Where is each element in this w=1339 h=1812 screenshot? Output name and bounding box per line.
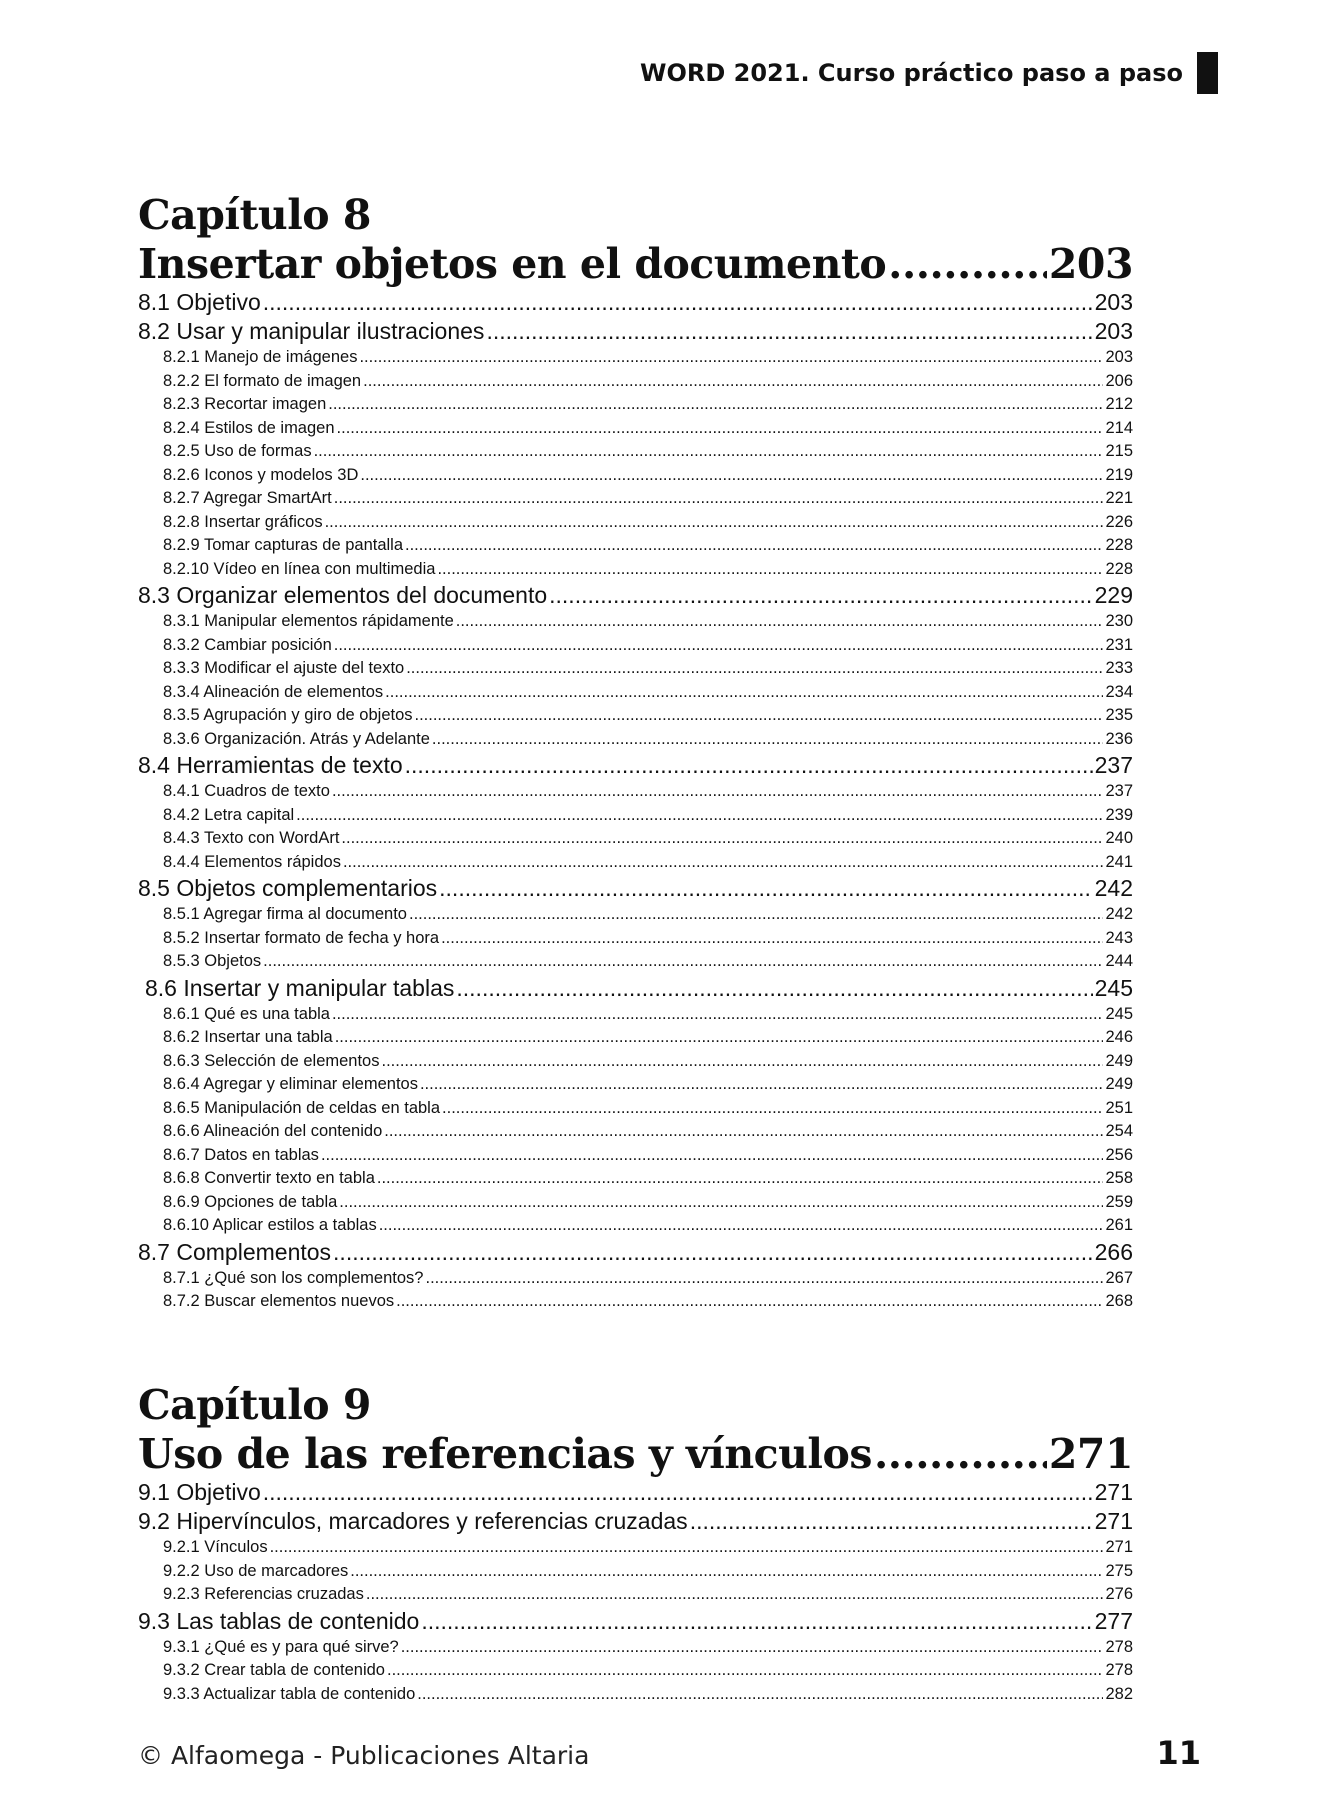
entry-page-number: 237 (1105, 782, 1133, 800)
toc-subsection-entry[interactable] (138, 851, 1133, 875)
toc-subsection-entry[interactable] (138, 681, 1133, 705)
entry-title: 9.2 Hipervínculos, marcadores y referencias cruzadas (138, 1508, 688, 1534)
publisher-credit: © Alfaomega - Publicaciones Altaria (138, 1741, 590, 1770)
toc-subsection-entry[interactable] (138, 393, 1133, 417)
entry-title: 9.1 Objetivo (138, 1479, 261, 1505)
toc-subsection-entry[interactable] (138, 1267, 1133, 1291)
entry-page-number: 235 (1105, 706, 1133, 724)
dot-leader (377, 1167, 1104, 1191)
toc-subsection-entry[interactable] (138, 370, 1133, 394)
entry-title: 8.3.5 Agrupación y giro de objetos (163, 706, 413, 724)
entry-page-number: 271 (1094, 1479, 1133, 1505)
book-title: WORD 2021. Curso práctico paso a paso (640, 59, 1183, 87)
entry-page-number: 276 (1105, 1585, 1133, 1603)
dot-leader (401, 1636, 1104, 1660)
dot-leader (456, 974, 1092, 1003)
entry-page-number: 245 (1094, 974, 1133, 1001)
chapter-label: Capítulo 9 (138, 1381, 371, 1429)
chapter-title-row (138, 1430, 1133, 1478)
entry-page-number: 215 (1105, 442, 1133, 460)
dot-leader (396, 1290, 1103, 1314)
toc-subsection-entry[interactable] (138, 511, 1133, 535)
toc-subsection-entry[interactable] (138, 1144, 1133, 1168)
entry-title: 8.6.2 Insertar una tabla (163, 1028, 333, 1046)
entry-page-number: 206 (1105, 371, 1133, 390)
dot-leader (332, 1003, 1104, 1027)
dot-leader (334, 487, 1104, 511)
entry-page-number: 236 (1105, 729, 1133, 748)
entry-page-number: 234 (1105, 682, 1133, 701)
dot-leader (384, 1120, 1103, 1144)
entry-title: 8.6.8 Convertir texto en tabla (163, 1169, 375, 1187)
entry-title: 8.2.1 Manejo de imágenes (163, 348, 358, 366)
entry-title: 8.7 Complementos (138, 1238, 332, 1265)
toc-section-entry[interactable] (138, 1607, 1133, 1636)
dot-leader (387, 1659, 1103, 1683)
toc-section-entry[interactable] (138, 288, 1133, 317)
dot-leader (425, 1267, 1103, 1291)
entry-page-number: 214 (1105, 418, 1133, 437)
dot-leader (332, 780, 1104, 804)
toc-section-entry[interactable] (138, 1507, 1133, 1536)
dot-leader (456, 610, 1104, 634)
entry-title: 9.3.2 Crear tabla de contenido (163, 1661, 385, 1679)
entry-title: 8.4 Herramientas de texto (138, 752, 403, 778)
toc-section-entry[interactable] (138, 581, 1133, 610)
toc-subsection-entry[interactable] (138, 1659, 1133, 1683)
entry-page-number: 203 (1105, 348, 1133, 366)
entry-title: 9.3 Las tablas de contenido (138, 1607, 420, 1634)
header-marker-bar (1197, 52, 1218, 94)
chapter-8-toc (138, 190, 1133, 1314)
toc-subsection-entry[interactable] (138, 534, 1133, 558)
entry-page-number: 239 (1105, 805, 1133, 824)
entry-page-number: 242 (1094, 875, 1133, 901)
chapter-9-toc (138, 1380, 1133, 1706)
entry-title: 9.3.3 Actualizar tabla de contenido (163, 1684, 416, 1703)
entry-page-number: 240 (1105, 829, 1133, 847)
entry-title: 8.3.6 Organización. Atrás y Adelante (163, 729, 430, 748)
entry-title: 9.2.1 Vínculos (163, 1538, 268, 1556)
dot-leader (406, 657, 1103, 681)
entry-page-number: 203 (1094, 289, 1133, 315)
dot-leader (549, 581, 1092, 610)
dot-leader (420, 1073, 1104, 1097)
entry-page-number: 278 (1105, 1637, 1133, 1656)
entry-page-number: 266 (1094, 1238, 1133, 1265)
dot-leader (328, 393, 1103, 417)
entry-page-number: 237 (1094, 752, 1133, 778)
entry-title: 8.2 Usar y manipular ilustraciones (138, 318, 485, 344)
toc-subsection-entry[interactable] (138, 1120, 1133, 1144)
entry-page-number: 254 (1105, 1122, 1133, 1140)
entry-page-number: 251 (1105, 1098, 1133, 1117)
toc-section-entry[interactable] (138, 974, 1133, 1003)
entry-title: 8.3.2 Cambiar posición (163, 635, 332, 654)
entry-title: 8.7.2 Buscar elementos nuevos (163, 1292, 395, 1310)
entry-page-number: 267 (1105, 1268, 1133, 1287)
entry-title: 8.2.3 Recortar imagen (163, 395, 327, 413)
entry-title: 8.6.9 Opciones de tabla (163, 1192, 338, 1211)
toc-subsection-entry[interactable] (138, 728, 1133, 752)
dot-leader (421, 1607, 1092, 1636)
entry-title: 8.2.9 Tomar capturas de pantalla (163, 536, 404, 554)
entry-title: 8.6.3 Selección de elementos (163, 1051, 380, 1070)
dot-leader (442, 1097, 1103, 1121)
chapter-page-number: 203 (1048, 240, 1133, 288)
dot-leader (325, 511, 1104, 535)
entry-title: 8.3.4 Alineación de elementos (163, 682, 384, 701)
entry-title: 9.3.1 ¿Qué es y para qué sirve? (163, 1637, 399, 1656)
entry-page-number: 268 (1105, 1292, 1133, 1310)
dot-leader (439, 874, 1092, 903)
entry-page-number: 221 (1105, 489, 1133, 507)
chapter-title: Uso de las referencias y vínculos (138, 1430, 872, 1478)
dot-leader (417, 1683, 1103, 1707)
toc-subsection-entry[interactable] (138, 1073, 1133, 1097)
dot-leader (405, 534, 1103, 558)
entry-page-number: 226 (1105, 512, 1133, 531)
toc-section-entry[interactable] (138, 1238, 1133, 1267)
toc-subsection-entry[interactable] (138, 1097, 1133, 1121)
toc-subsection-entry[interactable] (138, 1536, 1133, 1560)
page-footer (138, 1734, 1201, 1772)
dot-leader (343, 851, 1104, 875)
entry-page-number: 278 (1105, 1661, 1133, 1679)
dot-leader (341, 827, 1103, 851)
entry-title: 8.6.5 Manipulación de celdas en tabla (163, 1098, 441, 1117)
dot-leader (415, 704, 1104, 728)
entry-title: 8.2.2 El formato de imagen (163, 371, 362, 390)
toc-subsection-entry[interactable] (138, 610, 1133, 634)
dot-leader (296, 804, 1103, 828)
entry-title: 8.2.5 Uso de formas (163, 442, 312, 460)
entry-title: 8.2.4 Estilos de imagen (163, 418, 335, 437)
toc-subsection-entry[interactable] (138, 704, 1133, 728)
entry-page-number: 246 (1105, 1028, 1133, 1046)
dot-leader (263, 1478, 1093, 1507)
toc-subsection-entry[interactable] (138, 903, 1133, 927)
toc-subsection-entry[interactable] (138, 1003, 1133, 1027)
dot-leader (405, 751, 1093, 780)
dot-leader (321, 1144, 1104, 1168)
entry-title: 8.4.3 Texto con WordArt (163, 829, 340, 847)
dot-leader (385, 681, 1103, 705)
entry-page-number: 271 (1094, 1508, 1133, 1534)
entry-title: 8.2.10 Vídeo en línea con multimedia (163, 559, 436, 578)
entry-page-number: 233 (1105, 659, 1133, 677)
entry-title: 8.5 Objetos complementarios (138, 875, 438, 901)
dot-leader (263, 950, 1103, 974)
dot-leader (874, 1430, 1047, 1478)
dot-leader (379, 1214, 1104, 1238)
entry-page-number: 242 (1105, 905, 1133, 923)
toc-section-entry[interactable] (138, 317, 1133, 346)
entry-page-number: 229 (1094, 582, 1133, 608)
entry-title: 8.2.7 Agregar SmartArt (163, 489, 332, 507)
dot-leader (441, 927, 1103, 951)
dot-leader (359, 346, 1103, 370)
entry-title: 8.3.1 Manipular elementos rápidamente (163, 612, 454, 630)
entry-title: 8.6.7 Datos en tablas (163, 1145, 319, 1164)
entry-title: 8.5.3 Objetos (163, 952, 262, 970)
dot-leader (270, 1536, 1104, 1560)
entry-page-number: 212 (1105, 395, 1133, 413)
entry-page-number: 241 (1105, 852, 1133, 871)
toc-subsection-entry[interactable] (138, 1683, 1133, 1707)
dot-leader (381, 1050, 1103, 1074)
entry-page-number: 245 (1105, 1004, 1133, 1023)
entry-page-number: 231 (1105, 635, 1133, 654)
entry-title: 9.2.2 Uso de marcadores (163, 1561, 349, 1580)
entry-title: 8.3 Organizar elementos del documento (138, 582, 548, 608)
dot-leader (690, 1507, 1093, 1536)
toc-subsection-entry[interactable] (138, 440, 1133, 464)
dot-leader (263, 288, 1093, 317)
entry-title: 8.5.2 Insertar formato de fecha y hora (163, 928, 440, 947)
dot-leader (432, 728, 1104, 752)
dot-leader (486, 317, 1092, 346)
toc-subsection-entry[interactable] (138, 487, 1133, 511)
toc-subsection-entry[interactable] (138, 780, 1133, 804)
entry-title: 8.6.10 Aplicar estilos a tablas (163, 1216, 377, 1234)
entry-title: 9.2.3 Referencias cruzadas (163, 1585, 364, 1603)
entry-title: 8.5.1 Agregar firma al documento (163, 905, 407, 923)
running-header (640, 52, 1218, 94)
entry-title: 8.2.6 Iconos y modelos 3D (163, 465, 359, 484)
entry-title: 8.7.1 ¿Qué son los complementos? (163, 1268, 424, 1287)
entry-page-number: 243 (1105, 928, 1133, 947)
entry-title: 8.6 Insertar y manipular tablas (145, 974, 455, 1001)
dot-leader (339, 1191, 1103, 1215)
entry-page-number: 249 (1105, 1075, 1133, 1093)
dot-leader (409, 903, 1103, 927)
toc-subsection-entry[interactable] (138, 950, 1133, 974)
toc-subsection-entry[interactable] (138, 464, 1133, 488)
entry-page-number: 277 (1094, 1607, 1133, 1634)
dot-leader (335, 1026, 1104, 1050)
toc-subsection-entry[interactable] (138, 827, 1133, 851)
toc-subsection-entry[interactable] (138, 1290, 1133, 1314)
entry-title: 8.6.1 Qué es una tabla (163, 1004, 330, 1023)
chapter-page-number: 271 (1048, 1430, 1133, 1478)
toc-subsection-entry[interactable] (138, 1026, 1133, 1050)
entry-title: 8.3.3 Modificar el ajuste del texto (163, 659, 405, 677)
dot-leader (363, 370, 1103, 394)
entry-title: 8.6.6 Alineación del contenido (163, 1122, 383, 1140)
entry-page-number: 219 (1105, 465, 1133, 484)
entry-title: 8.4.2 Letra capital (163, 805, 295, 824)
entry-title: 8.4.1 Cuadros de texto (163, 782, 330, 800)
dot-leader (314, 440, 1104, 464)
entry-page-number: 228 (1105, 559, 1133, 578)
entry-page-number: 261 (1105, 1216, 1133, 1234)
dot-leader (337, 417, 1104, 441)
page-number: 11 (1156, 1734, 1201, 1772)
entry-title: 8.1 Objetivo (138, 289, 261, 315)
dot-leader (334, 634, 1104, 658)
toc-subsection-entry[interactable] (138, 346, 1133, 370)
entry-page-number: 271 (1105, 1538, 1133, 1556)
toc-section-entry[interactable] (138, 1478, 1133, 1507)
toc-subsection-entry[interactable] (138, 1583, 1133, 1607)
toc-subsection-entry[interactable] (138, 927, 1133, 951)
toc-section-entry[interactable] (138, 751, 1133, 780)
entry-page-number: 256 (1105, 1145, 1133, 1164)
entry-page-number: 203 (1094, 318, 1133, 344)
entry-page-number: 258 (1105, 1169, 1133, 1187)
entry-title: 8.4.4 Elementos rápidos (163, 852, 341, 871)
toc-subsection-entry[interactable] (138, 1050, 1133, 1074)
toc-section-entry[interactable] (138, 874, 1133, 903)
toc-subsection-entry[interactable] (138, 804, 1133, 828)
entry-title: 8.6.4 Agregar y eliminar elementos (163, 1075, 418, 1093)
chapter-title: Insertar objetos en el documento (138, 240, 887, 288)
dot-leader (366, 1583, 1104, 1607)
chapter-title-row (138, 240, 1133, 288)
toc-subsection-entry[interactable] (138, 1214, 1133, 1238)
entry-page-number: 244 (1105, 952, 1133, 970)
toc-subsection-entry[interactable] (138, 1560, 1133, 1584)
toc-subsection-entry[interactable] (138, 1167, 1133, 1191)
entry-page-number: 275 (1105, 1561, 1133, 1580)
toc-subsection-entry[interactable] (138, 1191, 1133, 1215)
toc-subsection-entry[interactable] (138, 634, 1133, 658)
entry-page-number: 228 (1105, 536, 1133, 554)
entry-page-number: 259 (1105, 1192, 1133, 1211)
toc-subsection-entry[interactable] (138, 657, 1133, 681)
toc-subsection-entry[interactable] (138, 1636, 1133, 1660)
entry-page-number: 230 (1105, 612, 1133, 630)
entry-page-number: 282 (1105, 1684, 1133, 1703)
chapter-label: Capítulo 8 (138, 191, 371, 239)
dot-leader (350, 1560, 1103, 1584)
dot-leader (437, 558, 1103, 582)
dot-leader (888, 240, 1047, 288)
entry-title: 8.2.8 Insertar gráficos (163, 512, 323, 531)
toc-subsection-entry[interactable] (138, 558, 1133, 582)
dot-leader (360, 464, 1103, 488)
toc-subsection-entry[interactable] (138, 417, 1133, 441)
entry-page-number: 249 (1105, 1051, 1133, 1070)
dot-leader (333, 1238, 1093, 1267)
